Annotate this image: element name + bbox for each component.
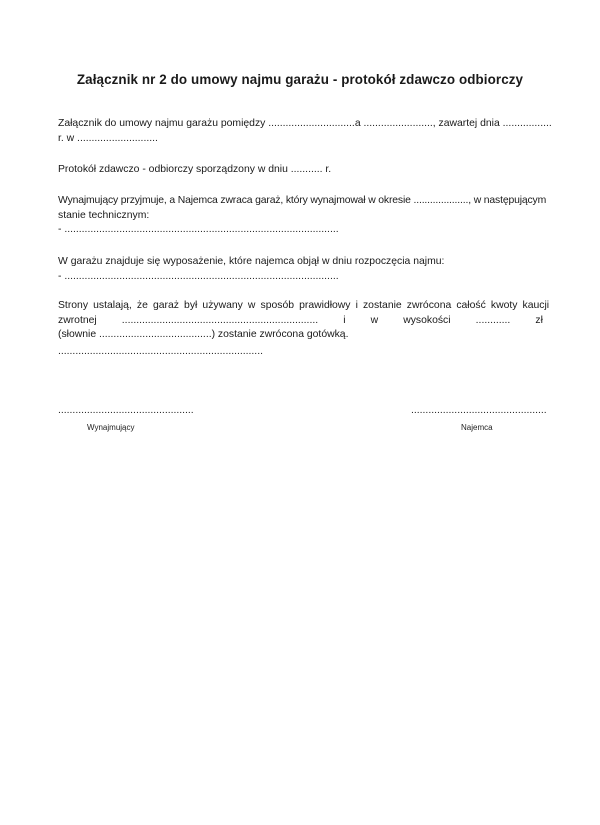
deposit-line-4: ....................................................................... [58, 345, 263, 357]
deposit-word: zwrotnej [58, 314, 97, 326]
equipment-line-2: - ............................................................................................... [58, 270, 339, 282]
deposit-line-3: (słownie .......................................) zostanie zwrócona gotówką. [58, 329, 349, 340]
signature-label-tenant: Najemca [461, 423, 493, 432]
deposit-word: i [343, 314, 346, 326]
document-title: Załącznik nr 2 do umowy najmu garażu - protokół zdawczo odbiorczy [76, 72, 524, 87]
deposit-word: wysokości [403, 314, 451, 326]
protocol-date-line: Protokół zdawczo - odbiorczy sporządzony w dniu ........... r. [58, 164, 332, 175]
deposit-line-2 [58, 314, 543, 329]
signature-line-landlord: ............................................... [58, 405, 194, 416]
deposit-word: w [370, 314, 379, 326]
parties-line-2: r. w ............................ [58, 132, 158, 144]
parties-line-1 [58, 117, 552, 132]
parties-text-right: a ........................, zawartej dnia ................. [354, 118, 552, 129]
parties-text-left: Załącznik do umowy najmu garażu pomiędzy .............................. [58, 118, 355, 129]
deposit-word: zł [535, 314, 543, 326]
signature-label-landlord: Wynajmujący [87, 423, 135, 432]
paragraph-condition [58, 194, 547, 238]
condition-line-3: - ............................................................................................... [58, 224, 339, 235]
deposit-word: .................................................................... [121, 314, 319, 326]
equipment-line-1: W garażu znajduje się wyposażenie, które najemca objął w dniu rozpoczęcia najmu: [58, 256, 445, 267]
deposit-line-1-text: Strony ustalają, że garaż był używany w sposób prawidłowy i zostanie zwrócona całość kwoty kaucji [58, 300, 550, 311]
paragraph-protocol-date [58, 163, 543, 178]
deposit-word: ............ [475, 314, 511, 326]
paragraph-equipment [58, 255, 543, 284]
condition-line-1: Wynajmujący przyjmuje, a Najemca zwraca garaż, który wynajmował w okresie ...................., w następującym [58, 195, 547, 206]
paragraph-deposit [58, 299, 550, 359]
paragraph-parties [58, 117, 552, 146]
condition-line-2: stanie technicznym: [58, 209, 150, 221]
signature-line-tenant: ............................................... [411, 405, 547, 416]
deposit-line-1 [58, 299, 550, 314]
